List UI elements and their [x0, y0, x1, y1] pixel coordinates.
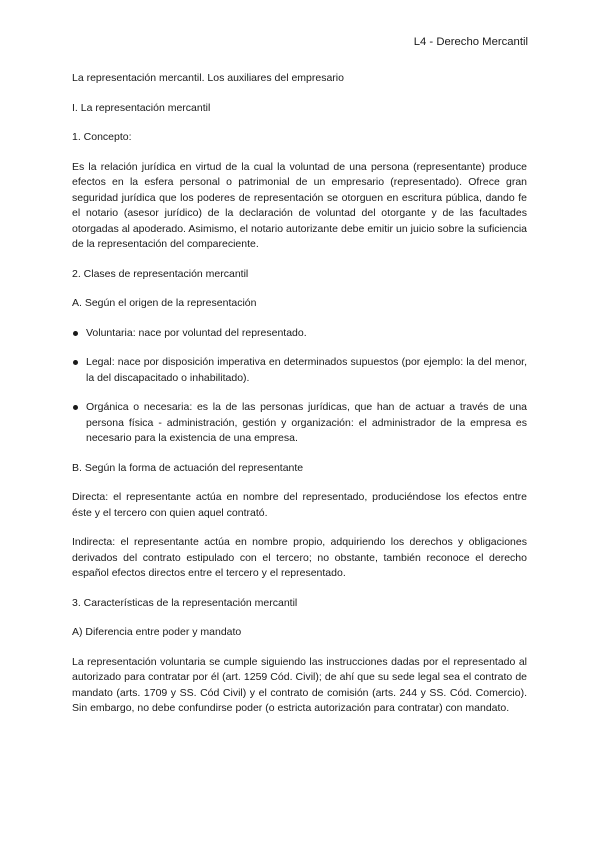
subsection-a-heading: A. Según el origen de la representación — [72, 297, 257, 309]
concept-paragraph: Es la relación jurídica en virtud de la cual la voluntad de una persona (representante) produce efectos en la esfera personal o patrimonial de un empresario (representado). Ofrece gran seguridad jurídica que los poderes de representación se otorguen en escritura pública, dando fe el notario (asesor jurídico) de la declaración de voluntad del otorgante y de las facultades otorgadas al apoderado. Asimismo, el notario autorizante debe emitir un juicio sobre la suficiencia de la representación del compareciente. — [72, 160, 527, 250]
list-item-text: Orgánica o necesaria: es la de las personas jurídicas, que han de actuar a través de una persona física - administración, gestión y organización: el administrador de la empresa es necesario para la existencia de una empresa. — [86, 401, 527, 444]
directa-paragraph: Directa: el representante actúa en nombre del representado, produciéndose los efectos entre éste y el tercero con quien aquel contrató. — [72, 491, 527, 519]
poder-mandato-heading: A) Diferencia entre poder y mandato — [72, 626, 242, 638]
indirecta-paragraph: Indirecta: el representante actúa en nombre propio, adquiriendo los derechos y obligaciones derivados del contrato estipulado con el tercero; no obstante, también reconoce el derecho español efectos directos entre el tercero y el representado. — [72, 536, 527, 579]
section-1-heading: I. La representación mercantil — [72, 101, 211, 114]
bullet-icon — [72, 355, 86, 386]
document-title: La representación mercantil. Los auxiliares del empresario — [72, 72, 344, 84]
list-item-legal — [72, 355, 527, 386]
page-header: L4 - Derecho Mercantil — [413, 36, 528, 48]
concept-heading: 1. Concepto: — [72, 131, 132, 143]
list-item-text: Voluntaria: nace por voluntad del representado. — [86, 326, 307, 339]
section-3-heading: 3. Características de la representación mercantil — [72, 596, 298, 609]
list-item-voluntaria — [72, 326, 527, 342]
bullet-icon — [72, 400, 86, 447]
bullet-icon — [72, 326, 86, 342]
document-body — [72, 71, 527, 731]
section-2-heading: 2. Clases de representación mercantil — [72, 267, 249, 280]
subsection-b-heading: B. Según la forma de actuación del representante — [72, 461, 304, 474]
list-item-text: Legal: nace por disposición imperativa en determinados supuestos (por ejemplo: la del menor, la del discapacitado o inhabilitado). — [86, 356, 527, 384]
list-item-organica — [72, 400, 527, 447]
poder-mandato-paragraph: La representación voluntaria se cumple siguiendo las instrucciones dadas por el representado al autorizado para contratar por él (art. 1259 Cód. Civil); de ahí que su sede legal sea el contrato de mandato (arts. 1709 y SS. Cód Civil) y el contrato de comisión (arts. 244 y SS. Cód. Comercio). Sin embargo, no debe confundirse poder (o estricta autorización para contratar) con mandato. — [72, 655, 527, 714]
